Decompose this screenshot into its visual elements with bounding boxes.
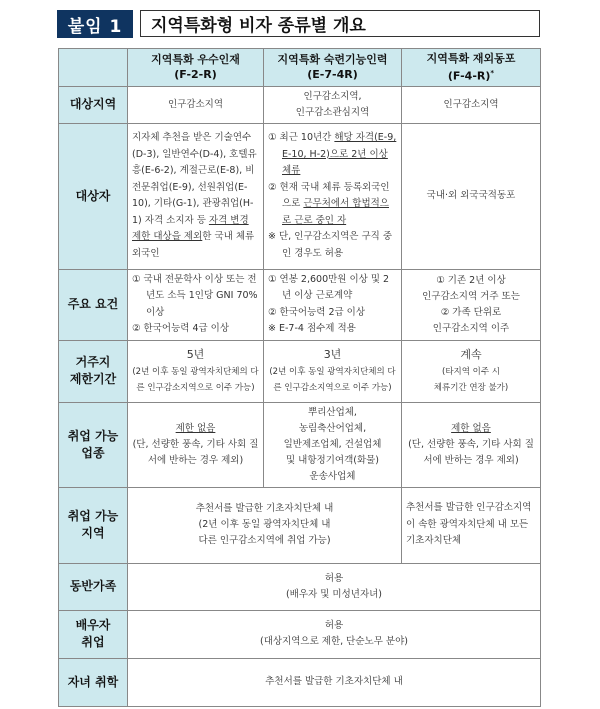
cell-item: ② 한국어능력 4급 이상 <box>132 323 230 335</box>
label-line: 취업 가능 <box>67 428 119 443</box>
cell-line: 운송사업체 <box>309 470 356 482</box>
label-line: 배우자 <box>75 618 111 633</box>
cell-note: (2년 이후 동일 광역자치단체의 다른 인구감소지역으로 이주 가능) <box>132 366 259 393</box>
label-line: 지역 <box>81 526 105 541</box>
cell <box>402 269 541 340</box>
label-line: 취업 가능 <box>67 509 119 524</box>
cell-text: ② 현재 국내 체류 등록외국인으로 <box>268 181 390 210</box>
cell <box>264 86 402 123</box>
row-label-target-area: 대상지역 <box>59 86 128 123</box>
header-empty-cell <box>59 49 128 87</box>
cell-line: 추천서를 발급한 기초자치단체 내 <box>195 503 334 515</box>
row-label-residence-period <box>59 340 128 402</box>
table-row <box>59 86 541 123</box>
table-row <box>59 658 541 706</box>
cell: 인구감소지역 <box>128 86 264 123</box>
table-row <box>59 269 541 340</box>
cell-note: ※ 단, 인구감소지역은 구직 중인 경우도 허용 <box>268 231 393 259</box>
cell-text: ① 최근 10년간 <box>268 132 335 144</box>
cell-line: ② 가족 단위로 <box>440 306 502 318</box>
cell <box>264 340 402 402</box>
cell-merged <box>128 610 541 658</box>
column-code: (E-7-4R) <box>307 68 358 82</box>
cell-text-underlined: 자격 변경 제한 대상을 제외 <box>132 214 249 243</box>
column-name: 지역특화 우수인재 <box>151 53 240 67</box>
cell <box>128 269 264 340</box>
cell <box>264 269 402 340</box>
cell-text: 지자체 추천을 받은 기술연수(D-3), 일반연수(D-4), 호텔유흥(E-6-2), 계절근로(E-8), 비전문취업(E-9), 선원취업(E-10), 기타(G-1), 관광취업(H-1) 자격 소지자 등 <box>132 132 257 226</box>
column-header-f2r <box>128 49 264 87</box>
column-name: 지역특화 숙련기능인력 <box>277 53 388 67</box>
cell-item <box>268 130 397 180</box>
cell-note: (2년 이후 동일 광역자치단체의 다른 인구감소지역으로 이주 가능) <box>269 366 396 393</box>
cell-note: (단, 선량한 풍속, 기타 사회 질서에 반하는 경우 제외) <box>132 438 259 466</box>
cell-line: ① 기존 2년 이상 <box>436 274 506 286</box>
cell <box>402 340 541 402</box>
label-line: 거주지 <box>75 355 111 370</box>
row-label-work-area <box>59 487 128 563</box>
row-label-eligible: 대상자 <box>59 123 128 269</box>
cell-line: 농림축산어업체, <box>298 422 367 434</box>
cell-line: (2년 이후 동일 광역자치단체 내 <box>198 519 331 531</box>
cell-line: 허용 <box>324 572 344 584</box>
cell <box>128 402 264 487</box>
cell-text: 한 국내 체류 외국인 <box>132 231 255 259</box>
column-code: (F-4-R) <box>447 69 491 83</box>
cell: 추천서를 발급한 인구감소지역이 속한 광역자치단체 내 모든 기초자치단체 <box>402 487 541 563</box>
row-label-family: 동반가족 <box>59 563 128 610</box>
footnote-mark: * <box>490 69 495 77</box>
table-row <box>59 402 541 487</box>
cell: 인구감소지역 <box>402 86 541 123</box>
visa-overview-table <box>58 48 541 707</box>
row-label-children-school: 자녀 취학 <box>59 658 128 706</box>
cell-line: 및 내항정기여객(화물) <box>285 454 380 466</box>
label-line: 취업 <box>81 635 105 650</box>
table-header-row <box>59 49 541 87</box>
table-row <box>59 340 541 402</box>
cell-merged <box>128 563 541 610</box>
cell-main: 5년 <box>186 347 205 361</box>
document-title <box>140 10 540 37</box>
cell-merged <box>128 487 402 563</box>
cell-main: 계속 <box>460 347 482 361</box>
column-header-f4r <box>402 49 541 87</box>
cell <box>128 123 264 269</box>
cell-item: ① 국내 전문학사 이상 또는 전년도 소득 1인당 GNI 70%이상 <box>132 273 258 318</box>
column-name: 지역특화 재외동포 <box>426 52 516 65</box>
cell-line: 인구감소지역 거주 또는 <box>422 290 520 302</box>
document-title-text: 지역특화형 비자 종류별 개요 <box>151 16 366 36</box>
label-line: 업종 <box>81 445 105 460</box>
cell-line: 허용 <box>324 620 344 632</box>
cell-line: (대상지역으로 제한, 단순노무 분야) <box>260 636 408 648</box>
cell-line: 인구감소관심지역 <box>295 106 370 118</box>
cell <box>264 402 402 487</box>
cell <box>264 123 402 269</box>
cell-line: 다른 인구감소지역에 취업 가능) <box>198 535 331 547</box>
table-row <box>59 123 541 269</box>
cell-text-underlined: 해당 자격(E-9, E-10, H-2)으로 2년 이상 체류 <box>282 132 397 177</box>
cell-line: (배우자 및 미성년자녀) <box>285 588 383 600</box>
cell-line: 인구감소지역 이주 <box>432 322 510 334</box>
cell-merged: 추천서를 발급한 기초자치단체 내 <box>128 658 541 706</box>
column-header-e74r <box>264 49 402 87</box>
cell-line: 뿌리산업체, <box>308 406 357 418</box>
cell-main: 3년 <box>323 347 342 361</box>
attachment-badge: 붙임 1 <box>57 10 133 38</box>
cell-note: (타지역 이주 시 <box>442 366 500 377</box>
cell-item: ② 한국어능력 2급 이상 <box>268 306 366 318</box>
table-row <box>59 487 541 563</box>
table-row <box>59 563 541 610</box>
cell: 국내·외 외국국적동포 <box>402 123 541 269</box>
label-line: 제한기간 <box>69 372 117 387</box>
cell-line: 일반제조업체, 건설업체 <box>283 438 382 450</box>
column-code: (F-2-R) <box>174 68 217 82</box>
cell-item <box>268 180 397 230</box>
cell-item: ① 연봉 2,600만원 이상 및 2년 이상 근로계약 <box>268 273 390 302</box>
cell-note: 체류기간 연장 불가) <box>433 382 509 393</box>
cell-note: (단, 선량한 풍속, 기타 사회 질서에 반하는 경우 제외) <box>408 438 534 466</box>
row-label-requirements: 주요 요건 <box>59 269 128 340</box>
cell <box>402 402 541 487</box>
row-label-industries <box>59 402 128 487</box>
cell-main: 제한 없음 <box>175 422 216 434</box>
cell-note: ※ E-7-4 점수제 적용 <box>268 323 356 335</box>
cell-text-underlined: 근무처에서 합법적으로 근로 중인 자 <box>282 198 389 226</box>
cell <box>128 340 264 402</box>
table-row <box>59 610 541 658</box>
row-label-spouse-work <box>59 610 128 658</box>
cell-line: 인구감소지역, <box>303 90 362 102</box>
cell-main: 제한 없음 <box>451 422 491 434</box>
